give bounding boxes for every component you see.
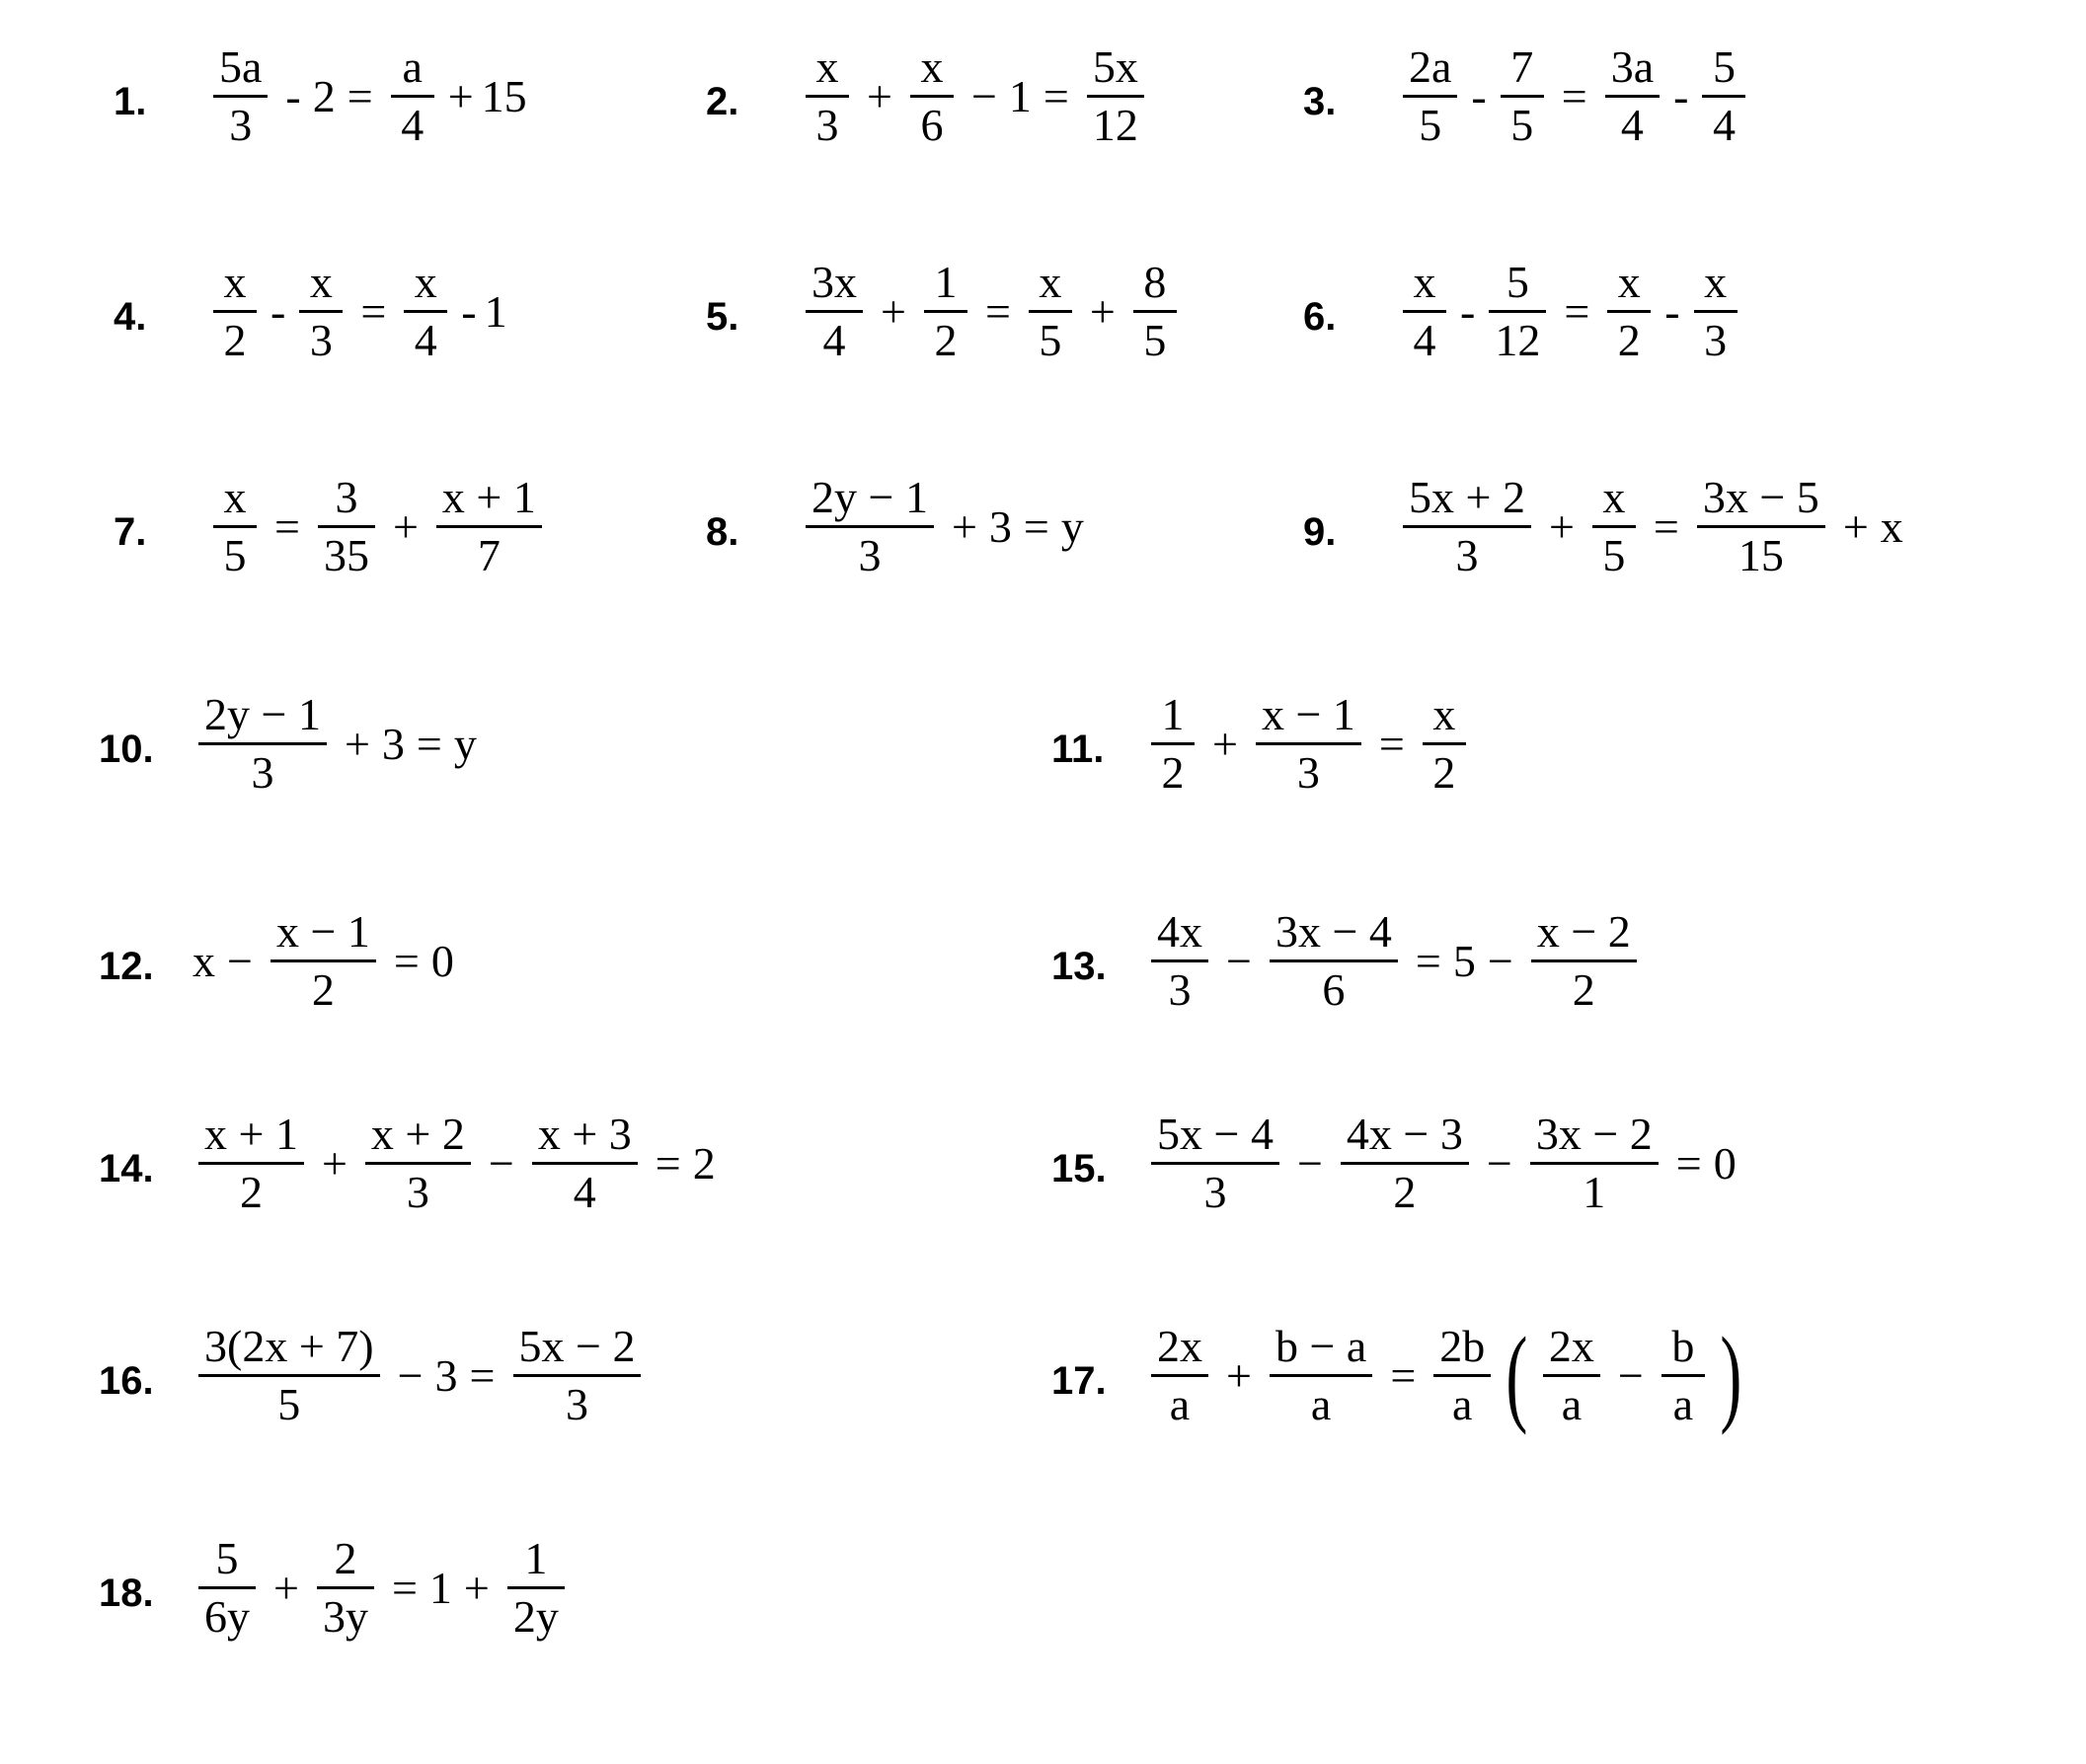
- problem-1: [114, 43, 527, 150]
- problem-number: 10.: [99, 727, 154, 771]
- term: 1: [428, 1562, 452, 1613]
- denominator: 2: [934, 315, 958, 366]
- denominator: 3y: [322, 1591, 368, 1643]
- denominator: 2: [1572, 964, 1595, 1016]
- denominator: 35: [323, 530, 369, 581]
- numerator: x: [1704, 257, 1728, 307]
- equation: [207, 474, 548, 580]
- numerator: x: [414, 257, 437, 307]
- equals: =: [984, 285, 1011, 337]
- equals: =: [1564, 285, 1590, 337]
- denominator: 3: [229, 100, 253, 151]
- fraction: [404, 259, 447, 365]
- numerator: 2a: [1409, 41, 1452, 92]
- denominator: 5: [1039, 315, 1062, 366]
- equation: [1145, 1111, 1737, 1217]
- right-paren: ): [1720, 1315, 1742, 1436]
- denominator: 4: [1413, 315, 1436, 366]
- fraction: [1592, 474, 1636, 580]
- denominator: 2: [1432, 747, 1456, 799]
- numerator: 2x: [1157, 1321, 1202, 1371]
- term: y: [1060, 500, 1084, 552]
- denominator: 3: [1455, 530, 1479, 581]
- denominator: a: [1310, 1379, 1332, 1430]
- denominator: 5: [223, 530, 247, 581]
- numerator: 2y − 1: [811, 472, 928, 522]
- fraction: [1270, 908, 1398, 1015]
- numerator: x + 1: [441, 472, 536, 522]
- problem-3: [1303, 43, 1751, 150]
- numerator: 5x: [1092, 41, 1138, 92]
- problem-number: 1.: [114, 79, 147, 123]
- fraction: [924, 259, 967, 365]
- denominator: 15: [1738, 530, 1784, 581]
- equals: =: [274, 500, 300, 552]
- equals: =: [469, 1349, 496, 1401]
- problem-number: 14.: [99, 1146, 154, 1190]
- denominator: 4: [414, 315, 437, 366]
- denominator: 3: [406, 1167, 429, 1218]
- numerator: x: [223, 472, 247, 522]
- term: x: [193, 935, 215, 986]
- problem-8: [706, 474, 1084, 580]
- fraction: [1531, 908, 1637, 1015]
- problem-number: 18.: [99, 1571, 154, 1615]
- operator: +: [392, 500, 419, 552]
- fraction: [198, 691, 327, 798]
- numerator: x − 1: [1261, 689, 1355, 739]
- operator: +: [1089, 285, 1116, 337]
- equation: [207, 259, 507, 365]
- fraction: [391, 43, 434, 150]
- fraction: [1151, 691, 1195, 798]
- denominator: 4: [822, 315, 846, 366]
- term: x: [1880, 500, 1903, 552]
- equation: [193, 908, 454, 1015]
- numerator: x − 2: [1536, 906, 1631, 957]
- problem-10: [99, 691, 477, 798]
- equals: =: [1043, 70, 1069, 121]
- numerator: x + 2: [370, 1109, 465, 1159]
- numerator: x: [1602, 472, 1626, 522]
- fraction: [910, 43, 954, 150]
- operator: -: [1664, 285, 1680, 337]
- problem-number: 6.: [1303, 294, 1337, 339]
- operator: −: [1487, 935, 1513, 986]
- denominator: 3: [1296, 747, 1320, 799]
- equation: [193, 1535, 571, 1642]
- numerator: x: [223, 257, 247, 307]
- equation: [800, 259, 1183, 365]
- fraction: [317, 1535, 374, 1642]
- equals: =: [416, 718, 442, 769]
- fraction: [806, 474, 934, 580]
- numerator: 5: [215, 1533, 239, 1583]
- denominator: 3: [309, 315, 333, 366]
- operator: −: [970, 70, 997, 121]
- denominator: 3: [565, 1379, 588, 1430]
- denominator: 2: [239, 1167, 263, 1218]
- numerator: x: [1432, 689, 1456, 739]
- operator: +: [867, 70, 892, 121]
- operator: −: [1296, 1137, 1323, 1189]
- numerator: 5x − 4: [1157, 1109, 1274, 1159]
- problem-number: 2.: [706, 79, 739, 123]
- equation: [800, 474, 1084, 580]
- fraction: [213, 43, 268, 150]
- equation: [1145, 1315, 1751, 1436]
- equation: [193, 1111, 716, 1217]
- fraction: [507, 1535, 565, 1642]
- fraction: [1151, 1111, 1279, 1217]
- equals: =: [1675, 1137, 1702, 1189]
- fraction: [1530, 1111, 1659, 1217]
- denominator: 6: [1322, 964, 1346, 1016]
- numerator: x: [920, 41, 944, 92]
- fraction: [436, 474, 542, 580]
- operator: -: [1471, 70, 1487, 121]
- operator: +: [881, 285, 906, 337]
- denominator: 2: [1393, 1167, 1417, 1218]
- numerator: 5: [1712, 41, 1736, 92]
- numerator: x: [1617, 257, 1641, 307]
- operator: -: [285, 70, 301, 121]
- numerator: 2x: [1548, 1321, 1594, 1371]
- fraction: [1661, 1323, 1705, 1429]
- denominator: 4: [1620, 100, 1644, 151]
- denominator: 1: [1583, 1167, 1606, 1218]
- numerator: 1: [934, 257, 958, 307]
- fraction: [1501, 43, 1544, 150]
- term: 3: [381, 718, 405, 769]
- denominator: 12: [1092, 100, 1138, 151]
- fraction: [1489, 259, 1546, 365]
- numerator: 3x − 2: [1535, 1109, 1653, 1159]
- fraction: [1403, 43, 1457, 150]
- denominator: 5: [1419, 100, 1442, 151]
- term: 3: [988, 500, 1012, 552]
- problem-12: [99, 908, 454, 1015]
- fraction: [513, 1323, 642, 1429]
- fraction: [1341, 1111, 1469, 1217]
- fraction: [1133, 259, 1177, 365]
- numerator: x − 1: [275, 906, 370, 957]
- numerator: 2: [334, 1533, 357, 1583]
- denominator: 2: [223, 315, 247, 366]
- denominator: 2y: [512, 1591, 559, 1643]
- fraction: [532, 1111, 638, 1217]
- denominator: 3: [251, 747, 274, 799]
- problem-number: 13.: [1051, 944, 1107, 988]
- fraction: [1607, 259, 1651, 365]
- problem-number: 16.: [99, 1358, 154, 1403]
- problem-15: [1051, 1111, 1737, 1217]
- operator: −: [488, 1137, 514, 1189]
- operator: −: [397, 1349, 424, 1401]
- fraction: [1403, 474, 1531, 580]
- equals: =: [347, 70, 373, 121]
- denominator: 5: [1602, 530, 1626, 581]
- denominator: 3: [858, 530, 882, 581]
- problem-18: [99, 1535, 571, 1642]
- problem-number: 9.: [1303, 509, 1337, 554]
- equals: =: [393, 935, 420, 986]
- equation: [193, 1323, 647, 1429]
- fraction: [1270, 1323, 1372, 1429]
- equals: =: [1415, 935, 1441, 986]
- denominator: a: [1561, 1379, 1583, 1430]
- problem-number: 15.: [1051, 1146, 1107, 1190]
- numerator: 5x − 2: [518, 1321, 636, 1371]
- term: 5: [1452, 935, 1476, 986]
- numerator: x + 1: [204, 1109, 298, 1159]
- problem-number: 17.: [1051, 1358, 1107, 1403]
- problem-number: 7.: [114, 509, 147, 554]
- numerator: 1: [1161, 689, 1185, 739]
- numerator: x: [309, 257, 333, 307]
- operator: +: [463, 1562, 490, 1613]
- denominator: 3: [1203, 1167, 1227, 1218]
- problem-13: [1051, 908, 1643, 1015]
- fraction: [270, 908, 376, 1015]
- term: 1: [1008, 70, 1032, 121]
- operator: -: [461, 285, 477, 337]
- problem-number: 5.: [706, 294, 739, 339]
- operator: -: [270, 285, 286, 337]
- operator: −: [1226, 935, 1252, 986]
- operator: +: [1226, 1349, 1252, 1401]
- problem-7: [114, 474, 548, 580]
- fraction: [1423, 691, 1466, 798]
- equation: [800, 43, 1150, 150]
- operator: +: [344, 718, 370, 769]
- problem-4: [114, 259, 507, 365]
- equation: [207, 43, 527, 150]
- term: 0: [430, 935, 454, 986]
- operator: +: [1842, 500, 1869, 552]
- problem-6: [1303, 259, 1743, 365]
- numerator: 2y − 1: [204, 689, 321, 739]
- denominator: a: [1452, 1379, 1473, 1430]
- denominator: 7: [477, 530, 501, 581]
- denominator: 3: [815, 100, 839, 151]
- equals: =: [1561, 70, 1587, 121]
- numerator: 4x − 3: [1346, 1109, 1463, 1159]
- term: 2: [312, 70, 336, 121]
- problem-number: 11.: [1051, 727, 1105, 771]
- numerator: x: [1413, 257, 1436, 307]
- numerator: x: [1039, 257, 1062, 307]
- numerator: b − a: [1275, 1321, 1367, 1371]
- equation: [1145, 908, 1643, 1015]
- operator: -: [1460, 285, 1476, 337]
- fraction: [1702, 43, 1745, 150]
- equals: =: [1378, 718, 1405, 769]
- equation: [193, 691, 477, 798]
- operator: −: [227, 935, 253, 986]
- equation: [1397, 43, 1751, 150]
- fraction: [1029, 259, 1072, 365]
- operator: −: [1486, 1137, 1512, 1189]
- fraction: [1256, 691, 1361, 798]
- numerator: 4x: [1157, 906, 1202, 957]
- denominator: 2: [1617, 315, 1641, 366]
- equation: [1145, 691, 1472, 798]
- operator: +: [951, 500, 977, 552]
- fraction: [318, 474, 375, 580]
- operator: −: [1617, 1349, 1644, 1401]
- left-paren: (: [1506, 1315, 1528, 1436]
- operator: +: [1212, 718, 1238, 769]
- denominator: 3: [1168, 964, 1192, 1016]
- numerator: 7: [1510, 41, 1534, 92]
- numerator: 3x: [811, 257, 857, 307]
- term: 1: [484, 285, 507, 337]
- numerator: 5x + 2: [1409, 472, 1525, 522]
- equals: =: [655, 1137, 681, 1189]
- denominator: 12: [1495, 315, 1541, 366]
- denominator: a: [1672, 1379, 1694, 1430]
- fraction: [213, 259, 257, 365]
- operator: +: [1548, 500, 1575, 552]
- numerator: 5: [1506, 257, 1529, 307]
- denominator: 2: [311, 964, 335, 1016]
- numerator: 3a: [1610, 41, 1655, 92]
- operator: +: [321, 1137, 348, 1189]
- equals: =: [1390, 1349, 1417, 1401]
- denominator: 4: [1712, 100, 1736, 151]
- fraction: [365, 1111, 471, 1217]
- term: 2: [692, 1137, 716, 1189]
- denominator: 6: [920, 100, 944, 151]
- denominator: 6y: [204, 1591, 250, 1643]
- numerator: 3x − 4: [1275, 906, 1392, 957]
- numerator: x: [815, 41, 839, 92]
- equals: =: [1653, 500, 1679, 552]
- fraction: [806, 43, 849, 150]
- problem-11: [1051, 691, 1472, 798]
- denominator: 4: [401, 100, 425, 151]
- fraction: [1087, 43, 1144, 150]
- numerator: 5a: [219, 41, 263, 92]
- denominator: 2: [1161, 747, 1185, 799]
- problem-number: 4.: [114, 294, 147, 339]
- equals: =: [360, 285, 387, 337]
- operator: +: [273, 1562, 299, 1613]
- numerator: 3x − 5: [1702, 472, 1819, 522]
- equation: [1397, 259, 1743, 365]
- fraction: [1151, 908, 1208, 1015]
- problem-9: [1303, 474, 1903, 580]
- numerator: 2b: [1439, 1321, 1486, 1371]
- term: 0: [1713, 1137, 1737, 1189]
- fraction: [198, 1111, 304, 1217]
- fraction: [1605, 43, 1660, 150]
- fraction: [213, 474, 257, 580]
- problem-number: 8.: [706, 509, 739, 554]
- term: y: [453, 718, 477, 769]
- fraction: [198, 1323, 380, 1429]
- fraction: [1694, 259, 1738, 365]
- denominator: 5: [277, 1379, 301, 1430]
- numerator: x + 3: [537, 1109, 632, 1159]
- fraction: [299, 259, 343, 365]
- numerator: 3(2x + 7): [204, 1321, 374, 1371]
- equals: =: [1023, 500, 1049, 552]
- denominator: 3: [1704, 315, 1728, 366]
- denominator: 5: [1143, 315, 1167, 366]
- numerator: a: [402, 41, 423, 92]
- fraction: [1403, 259, 1446, 365]
- denominator: 4: [573, 1167, 596, 1218]
- numerator: b: [1671, 1321, 1695, 1371]
- problem-16: [99, 1323, 647, 1429]
- term: 15: [481, 70, 527, 121]
- problem-14: [99, 1111, 716, 1217]
- term: 3: [434, 1349, 458, 1401]
- problem-number: 3.: [1303, 79, 1337, 123]
- denominator: a: [1169, 1379, 1191, 1430]
- problem-5: [706, 259, 1183, 365]
- fraction: [1543, 1323, 1600, 1429]
- equals: =: [391, 1562, 418, 1613]
- problem-2: [706, 43, 1150, 150]
- numerator: 8: [1143, 257, 1167, 307]
- fraction: [1433, 1323, 1491, 1429]
- fraction: [806, 259, 863, 365]
- equation: [1397, 474, 1903, 580]
- denominator: 5: [1510, 100, 1534, 151]
- problem-number: 12.: [99, 944, 154, 988]
- fraction: [198, 1535, 256, 1642]
- operator: -: [1673, 70, 1689, 121]
- operator: +: [447, 70, 474, 121]
- problem-17: [1051, 1315, 1751, 1436]
- numerator: 1: [524, 1533, 548, 1583]
- fraction: [1697, 474, 1825, 580]
- fraction: [1151, 1323, 1208, 1429]
- numerator: 3: [335, 472, 358, 522]
